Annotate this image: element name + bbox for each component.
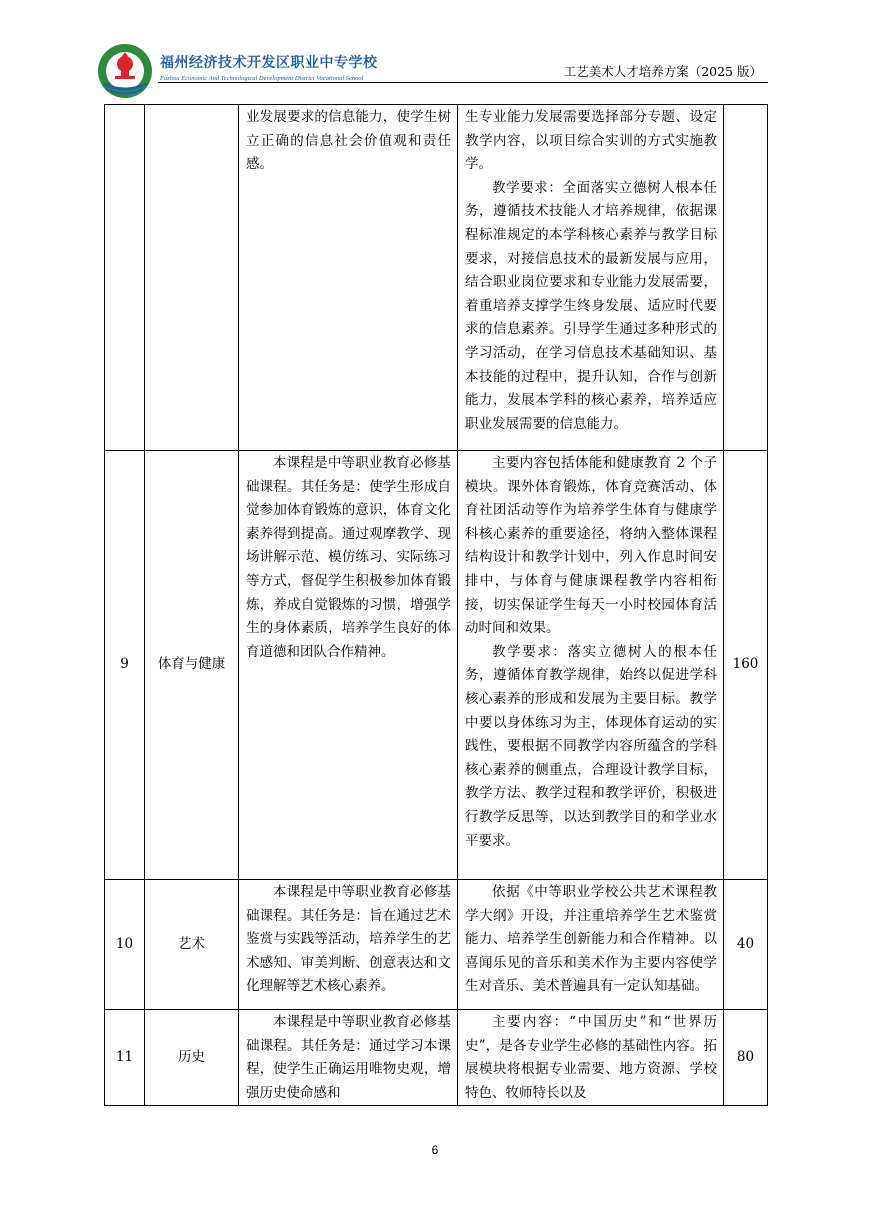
page-number: 6	[431, 1143, 439, 1157]
description-paragraph: 本课程是中等职业教育必修基础课程。其任务是：通过学习本课程，使学生正确运用唯物史观，增强历史使命感和	[246, 1014, 451, 1101]
course-content	[458, 1010, 724, 1106]
course-hours: 80	[724, 1010, 768, 1106]
course-number: 10	[105, 880, 145, 1010]
course-number: 9	[105, 451, 145, 880]
course-number	[105, 105, 145, 451]
description-paragraph: 本课程是中等职业教育必修基础课程。其任务是：旨在通过艺术鉴赏与实践等活动，培养学生的艺术感知、审美判断、创意表达和文化理解等艺术核心素养。	[246, 884, 451, 995]
course-name: 体育与健康	[145, 451, 239, 880]
content-paragraph: 主要内容包括体能和健康教育 2 个子模块。课外体育锻炼，体育竞赛活动、体育社团活动等作为培养学生体育与健康学科核心素养的重要途径，将纳入整体课程结构设计和教学计划中，列入作息时间安排中，与体育与健康课程教学内容相衔接，切实保证学生每天一小时校园体育活动时间和效果。	[465, 455, 717, 637]
course-description	[239, 451, 458, 880]
course-description	[239, 1010, 458, 1106]
content-paragraph: 生专业能力发展需要选择部分专题、设定教学内容，以项目综合实训的方式实施教学。	[465, 109, 717, 173]
content-paragraph: 教学要求：全面落实立德树人根本任务，遵循技术技能人才培养规律，依据课程标准规定的本学科核心素养与教学目标要求，对接信息技术的最新发展与应用，结合职业岗位要求和专业能力发展需要，着重培养支撑学生终身发展、适应时代要求的信息素养。引导学生通过多种形式的学习活动，在学习信息技术基础知识、基本技能的过程中，提升认知，合作与创新能力，发展本学科的核心素养，培养适应职业发展需要的信息能力。	[465, 179, 717, 432]
course-name: 艺术	[145, 880, 239, 1010]
table-row	[105, 1010, 768, 1106]
course-description	[239, 105, 458, 451]
school-name-cn: 福州经济技术开发区职业中专学校	[160, 55, 378, 71]
course-hours: 40	[724, 880, 768, 1010]
school-name-en: Fuzhou Economic And Technological Development District Vocational School	[160, 75, 364, 82]
page-header	[96, 42, 768, 102]
table-row	[105, 105, 768, 451]
content-paragraph: 依据《中等职业学校公共艺术课程教学大纲》开设，并注重培养学生艺术鉴赏能力、培养学生创新能力和合作精神。以喜闻乐见的音乐和美术作为主要内容使学生对音乐、美术普遍具有一定认知基础。	[465, 884, 717, 995]
course-content	[458, 880, 724, 1010]
table-row	[105, 451, 768, 880]
course-description	[239, 880, 458, 1010]
course-table	[104, 104, 768, 1106]
description-paragraph: 本课程是中等职业教育必修基础课程。其任务是：使学生形成自觉参加体育锻炼的意识，体育文化素养得到提高。通过观摩教学、现场讲解示范、模仿练习、实际练习等方式，督促学生积极参加体育锻炼，养成自觉锻炼的习惯，增强学生的身体素质，培养学生良好的体育道德和团队合作精神。	[246, 455, 451, 660]
header-rule	[158, 82, 768, 83]
document-title: 工艺美术人才培养方案（2025 版）	[563, 64, 762, 79]
course-hours: 160	[724, 451, 768, 880]
school-logo	[96, 42, 156, 100]
course-content	[458, 451, 724, 880]
content-paragraph: 主要内容：“中国历史”和“世界历史”，是各专业学生必修的基础性内容。拓展模块将根据专业需要、地方资源、学校特色、牧师特长以及	[465, 1014, 717, 1101]
course-name	[145, 105, 239, 451]
course-content	[458, 105, 724, 451]
content-paragraph: 教学要求：落实立德树人的根本任务，遵循体育教学规律，始终以促进学科核心素养的形成和发展为主要目标。教学中要以身体练习为主，体现体育运动的实践性，要根据不同教学内容所蕴含的学科核心素养的侧重点，合理设计教学目标，教学方法、教学过程和教学评价，积极进行教学反思等，以达到教学目的和学业水平要求。	[465, 643, 717, 849]
course-name: 历史	[145, 1010, 239, 1106]
course-hours	[724, 105, 768, 451]
table-row	[105, 880, 768, 1010]
description-paragraph: 业发展要求的信息能力，使学生树立正确的信息社会价值观和责任感。	[246, 109, 451, 173]
course-number: 11	[105, 1010, 145, 1106]
